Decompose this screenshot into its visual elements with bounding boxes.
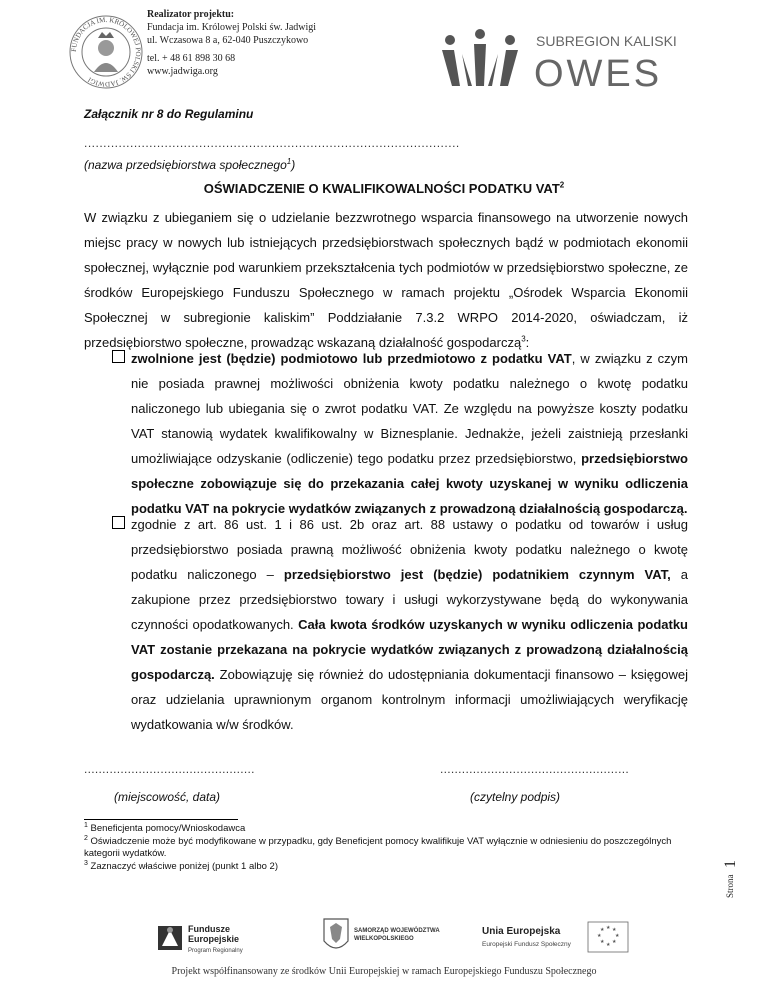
svg-text:★: ★ [606, 942, 611, 948]
svg-text:Strona: Strona [725, 874, 735, 898]
svg-text:FUNDACJA IM. KRÓLOWEJ POLSKI Ś: FUNDACJA IM. KRÓLOWEJ POLSKI ŚW. JADWIGI [69, 15, 143, 89]
fe-emblem-icon [158, 926, 182, 950]
org-name: Fundacja im. Królowej Polski św. Jadwigi [147, 22, 317, 33]
unia-europejska-logo [482, 918, 632, 958]
svg-text:Europejski Fundusz Społeczny: Europejski Fundusz Społeczny [482, 941, 571, 948]
org-phone: tel. + 48 61 898 30 68 [147, 53, 236, 64]
option-2-checkbox[interactable] [112, 516, 125, 529]
footnote-separator [84, 819, 238, 820]
project-realizer-info [147, 8, 316, 78]
svg-text:Program Regionalny: Program Regionalny [188, 948, 243, 954]
company-name-dots: .................................................................................................. [84, 136, 460, 150]
signature-label: (czytelny podpis) [470, 790, 561, 804]
svg-text:★: ★ [606, 925, 611, 931]
samorzad-wielkopolski-logo [322, 915, 452, 957]
eagle-shield-icon [324, 919, 348, 948]
place-date-dots: ............................................... [84, 762, 255, 776]
svg-text:WIELKOPOLSKIEGO: WIELKOPOLSKIEGO [354, 936, 414, 942]
eu-flag-icon [588, 922, 628, 952]
fundusze-europejskie-logo [158, 920, 258, 956]
crown-icon [442, 29, 518, 86]
footnote-1: $^1$ Beneficjenta pomocy/Wnioskodawca [84, 821, 246, 834]
company-name-label: (nazwa przedsiębiorstwa społecznego$^1$) [84, 157, 296, 172]
document-title: OŚWIADCZENIE O KWALIFIKOWALNOŚCI PODATKU VAT$^2$ [203, 180, 565, 196]
place-date-label: (miejscowość, data) [114, 790, 221, 804]
option-2-text: zgodnie z art. 86 ust. 1 i 86 ust. 2b oraz art. 88 ustawy o podatku od towarów i usług przedsiębiorstwo posiada prawną możliwość obniżenia kwoty podatku należnego o kwotę podatku naliczonego – przedsiębiorstwo jest (będzie) podatnikiem czynnym VAT, a zakupione przez przedsiębiorstwo towary i usługi wykorzystywane będą do wykonywania czynności opodatkowanych. Cała kwota środków uzyskanych w wyniku odliczenia podatku VAT zostanie przekazana na pokrycie wydatków związanych z prowadzoną działalnością gospodarczą. Zobowiązuję się również do udostępniania dokumentacji finansowo – księgowej oraz udzielania uprawnionym organom kontrolnym informacji umożliwiających weryfikację wydatkowania w/w środków. [131, 517, 689, 732]
page-number-label [718, 860, 739, 906]
footnote-2: $^2$ Oświadczenie może być modyfikowane w przypadku, gdy Beneficjent pomocy kwalifikuje VAT wyłącznie w odniesieniu do poszczególnych kategorii wydatków. [84, 834, 672, 859]
foundation-seal-logo [68, 14, 144, 90]
option-1-checkbox[interactable] [112, 350, 125, 363]
owes-name: OWES [534, 53, 663, 95]
svg-text:★: ★ [615, 933, 620, 939]
org-address: ul. Wczasowa 8 a, 62-040 Puszczykowo [147, 35, 309, 46]
owes-logo [438, 30, 678, 95]
svg-text:SAMORZĄD WOJEWÓDZTWA: SAMORZĄD WOJEWÓDZTWA [354, 928, 440, 934]
svg-text:Europejskie: Europejskie [188, 934, 240, 944]
cofinancing-footer: Projekt współfinansowany ze środków Unii Europejskiej w ramach Europejskiego Funduszu Społecznego [171, 966, 597, 977]
intro-paragraph: W związku z ubieganiem się o udzielanie bezzwrotnego wsparcia finansowego na utworzenie nowych miejsc pracy w nowych lub istniejących przedsiębiorstwach społecznych bądź w podmiotach ekonomii społecznej, wyłącznie pod warunkiem przekształcenia tych podmiotów w przedsiębiorstwo społeczne, ze środków Europejskiego Funduszu Społecznego w ramach projektu „Ośrodek Wsparcia Ekonomii Społecznej w subregionie kaliskim” Poddziałanie 7.3.2 WRPO 2014-2020, oświadczam, iż przedsiębiorstwo społeczne, prowadząc wskazaną działalność gospodarczą$^3$: [84, 210, 688, 350]
svg-text:★: ★ [612, 939, 617, 945]
realizator-label: Realizator projektu: [147, 9, 235, 20]
owes-subtitle: SUBREGION KALISKI [536, 33, 677, 49]
footnote-3: $^3$ Zaznaczyć właściwe poniżej (punkt 1 albo 2) [84, 859, 278, 872]
attachment-label: Załącznik nr 8 do Regulaminu [84, 107, 254, 121]
svg-text:1: 1 [722, 860, 739, 868]
option-1-text: zwolnione jest (będzie) podmiotowo lub przedmiotowo z podatku VAT, w związku z czym nie posiada prawnej możliwości obniżenia kwoty podatku należnego o kwotę podatku naliczonego lub ubiegania się o zwrot podatku VAT. Ze względu na powyższe koszty podatku VAT stanowią wydatek kwalifikowalny w Biznesplanie. Jednakże, jeżeli zaistnieją przesłanki umożliwiające odzyskanie (odliczenie) tego podatku przez przedsiębiorstwo, przedsiębiorstwo społeczne zobowiązuje się do przekazania całej kwoty uzyskanej w wyniku odliczenia podatku VAT na pokrycie wydatków związanych z prowadzoną działalnością gospodarczą. [131, 351, 689, 516]
org-website: www.jadwiga.org [147, 66, 218, 77]
svg-text:Unia Europejska: Unia Europejska [482, 926, 561, 937]
svg-text:★: ★ [600, 927, 605, 933]
svg-text:★: ★ [612, 927, 617, 933]
svg-text:★: ★ [597, 933, 602, 939]
svg-text:Fundusze: Fundusze [188, 924, 230, 934]
svg-text:★: ★ [600, 939, 605, 945]
signature-dots: .................................................... [440, 762, 629, 776]
